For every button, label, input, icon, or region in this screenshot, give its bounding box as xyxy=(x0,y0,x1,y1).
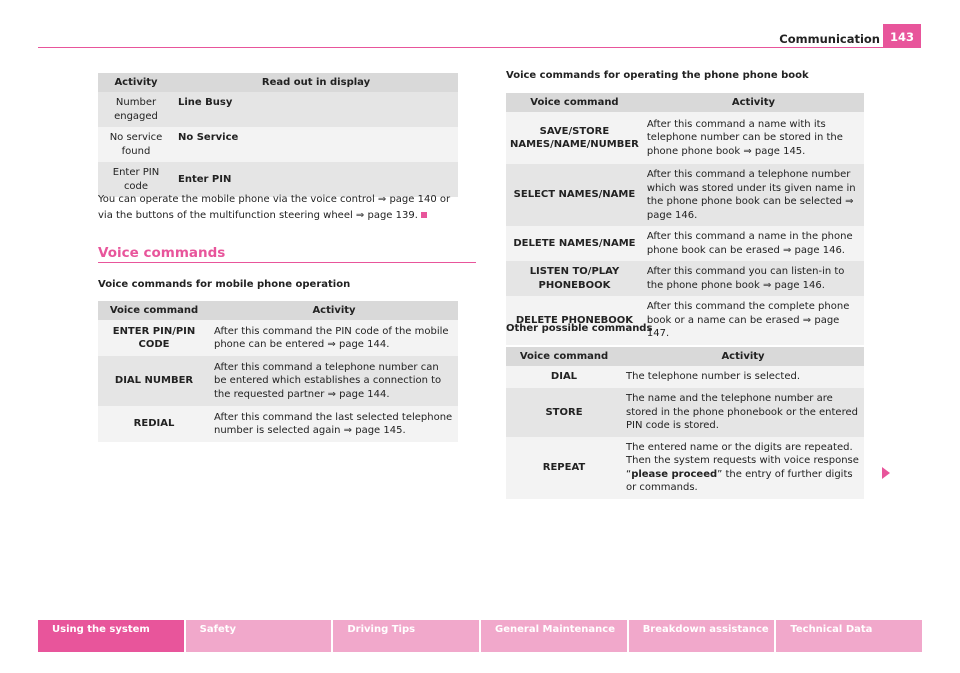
table-cell: After this command the last selected telephone number is selected again ⇒ page 145. xyxy=(210,406,458,442)
phonebook-commands-heading: Voice commands for operating the phone phone book xyxy=(506,70,809,81)
table-header: Activity xyxy=(98,73,174,92)
footer-tab-using-system[interactable]: Using the system xyxy=(38,620,184,652)
table-header: Voice command xyxy=(506,347,622,366)
table-cell: Line Busy xyxy=(174,92,458,127)
table-cell: SELECT NAMES/NAME xyxy=(506,164,643,226)
table-header: Activity xyxy=(643,93,864,112)
section-end-marker xyxy=(421,212,427,218)
footer-tab-general-maintenance[interactable]: General Maintenance xyxy=(481,620,627,652)
table-cell: After this command a name in the phone phone book can be erased ⇒ page 146. xyxy=(643,226,864,261)
table-cell: Number engaged xyxy=(98,92,174,127)
table-header: Activity xyxy=(210,301,458,320)
page-section-title: Communication xyxy=(779,32,880,46)
table-cell: After this command the PIN code of the mobile phone can be entered ⇒ page 144. xyxy=(210,320,458,356)
table-cell: After this command a telephone number can be entered which establishes a connection to the requested partner ⇒ page 144. xyxy=(210,356,458,406)
table-cell: DELETE PHONEBOOK xyxy=(506,296,643,345)
table-cell: After this command you can listen-in to the phone phone book ⇒ page 146. xyxy=(643,261,864,296)
footer-tab-breakdown-assistance[interactable]: Breakdown assistance xyxy=(629,620,775,652)
other-commands-table xyxy=(506,347,864,499)
section-heading: Voice commands xyxy=(98,245,226,261)
table-cell: The telephone number is selected. xyxy=(622,366,864,388)
table-cell: The name and the telephone number are stored in the phone phonebook or the entered PIN code is stored. xyxy=(622,388,864,437)
table-cell: REPEAT xyxy=(506,437,622,499)
table-header: Activity xyxy=(622,347,864,366)
table-cell: No service found xyxy=(98,127,174,162)
table-cell: ENTER PIN/PIN CODE xyxy=(98,320,210,356)
table-cell: Enter PIN code xyxy=(98,162,174,197)
table-cell: After this command a name with its telephone number can be stored in the phone phone book ⇒ page 145. xyxy=(643,112,864,164)
table-header: Read out in display xyxy=(174,73,458,92)
continue-arrow-icon xyxy=(882,467,890,479)
table-cell: SAVE/STORE NAMES/NAME/NUMBER xyxy=(506,112,643,164)
mobile-commands-table xyxy=(98,301,458,442)
intro-paragraph: You can operate the mobile phone via the voice control ⇒ page 140 or via the buttons of the multifunction steering wheel ⇒ page 139. xyxy=(98,194,451,221)
table-cell: DIAL xyxy=(506,366,622,388)
table-header: Voice command xyxy=(98,301,210,320)
display-readout-table xyxy=(98,73,458,197)
table-cell: LISTEN TO/PLAY PHONEBOOK xyxy=(506,261,643,296)
page-number: 143 xyxy=(883,24,921,48)
footer-nav xyxy=(38,620,922,652)
table-header: Voice command xyxy=(506,93,643,112)
footer-tab-safety[interactable]: Safety xyxy=(186,620,332,652)
heading-underline xyxy=(98,262,476,263)
phonebook-commands-table xyxy=(506,93,864,345)
table-cell: REDIAL xyxy=(98,406,210,442)
table-cell: STORE xyxy=(506,388,622,437)
table-cell: DELETE NAMES/NAME xyxy=(506,226,643,261)
table-cell: No Service xyxy=(174,127,458,162)
footer-tab-technical-data[interactable]: Technical Data xyxy=(776,620,922,652)
table-cell: Enter PIN xyxy=(174,162,458,197)
mobile-commands-heading: Voice commands for mobile phone operation xyxy=(98,279,351,290)
table-cell: After this command a telephone number which was stored under its given name in the phone phone book can be selected ⇒ page 146. xyxy=(643,164,864,226)
header-divider xyxy=(38,47,883,48)
footer-tab-driving-tips[interactable]: Driving Tips xyxy=(333,620,479,652)
table-cell: After this command the complete phone book or a name can be erased ⇒ page 147. xyxy=(643,296,864,345)
table-cell: The entered name or the digits are repeated. Then the system requests with voice response “please proceed” the entry of further digits or commands. xyxy=(622,437,864,499)
table-cell: DIAL NUMBER xyxy=(98,356,210,406)
other-commands-heading: Other possible commands xyxy=(506,323,653,334)
